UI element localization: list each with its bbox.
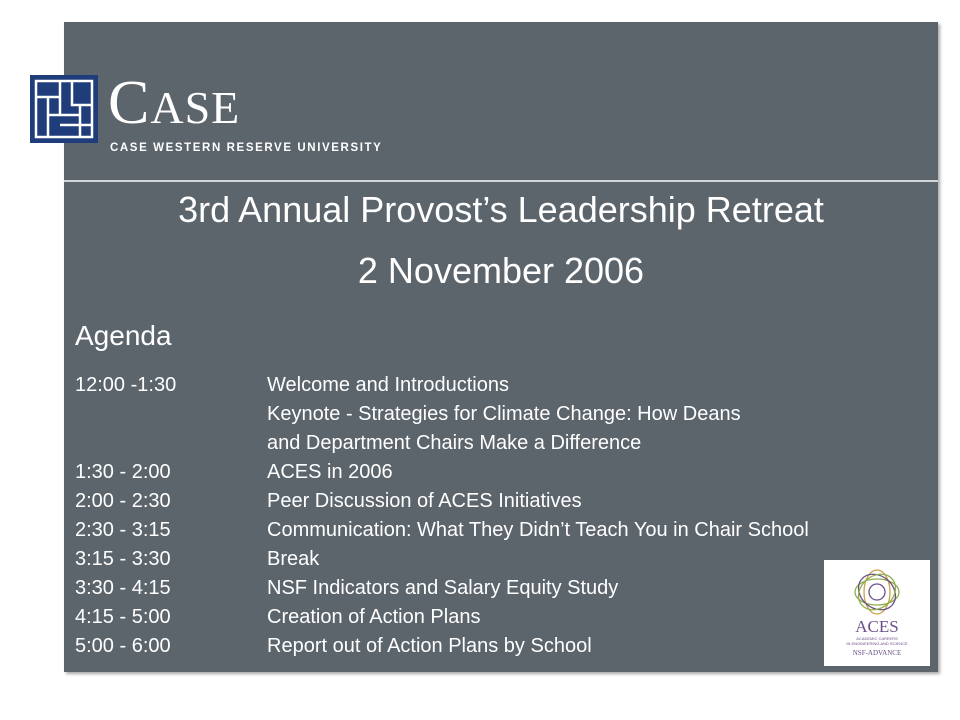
agenda-time: 2:30 - 3:15	[75, 519, 171, 541]
logo-word-rest: ASE	[150, 82, 241, 133]
case-logo-wordmark	[108, 69, 241, 139]
agenda-time	[75, 400, 267, 429]
agenda-time: 3:15 - 3:30	[75, 548, 171, 570]
page-date: 2 November 2006	[357, 250, 645, 291]
agenda-item: ACES in 2006	[267, 461, 393, 483]
header-divider	[64, 180, 938, 182]
case-logo-icon	[30, 75, 98, 143]
aces-tagline-2: IN ENGINEERING AND SCIENCE	[846, 641, 908, 646]
agenda-time: 2:00 - 2:30	[75, 490, 171, 512]
agenda-time: 3:30 - 4:15	[75, 577, 171, 599]
agenda-row	[75, 429, 935, 458]
aces-program: NSF-ADVANCE	[852, 649, 902, 657]
agenda-time: 1:30 - 2:00	[75, 461, 171, 483]
aces-emblem-icon	[824, 560, 930, 666]
agenda-time	[75, 429, 267, 458]
aces-name: ACES	[855, 617, 899, 636]
agenda-row	[75, 458, 935, 487]
page-title: 3rd Annual Provost’s Leadership Retreat	[178, 189, 824, 230]
agenda-heading: Agenda	[75, 320, 172, 351]
logo-university-name: CASE WESTERN RESERVE UNIVERSITY	[110, 142, 383, 154]
agenda-row	[75, 371, 935, 400]
agenda-row	[75, 632, 935, 661]
agenda-row	[75, 545, 935, 574]
agenda-item: Report out of Action Plans by School	[267, 635, 592, 657]
agenda-row	[75, 603, 935, 632]
agenda-row	[75, 574, 935, 603]
agenda-item: Break	[267, 548, 320, 570]
agenda-item: and Department Chairs Make a Difference	[267, 432, 642, 454]
aces-tagline-1: ACADEMIC CAREERS	[856, 636, 898, 641]
agenda-list	[75, 371, 935, 661]
agenda-time: 4:15 - 5:00	[75, 606, 171, 628]
logo-word-first: C	[108, 69, 151, 137]
agenda-item: Creation of Action Plans	[267, 606, 481, 628]
aces-logo	[824, 560, 930, 666]
agenda-time: 5:00 - 6:00	[75, 635, 171, 657]
agenda-item: Peer Discussion of ACES Initiatives	[267, 490, 582, 512]
agenda-row	[75, 487, 935, 516]
agenda-row	[75, 516, 935, 545]
agenda-row	[75, 400, 935, 429]
agenda-item: Communication: What They Didn’t Teach You in Chair School	[267, 519, 809, 541]
agenda-item: Keynote - Strategies for Climate Change: How Deans	[267, 403, 741, 425]
agenda-item: Welcome and Introductions	[267, 374, 509, 396]
agenda-time: 12:00 -1:30	[75, 374, 177, 396]
agenda-item: NSF Indicators and Salary Equity Study	[267, 577, 619, 599]
